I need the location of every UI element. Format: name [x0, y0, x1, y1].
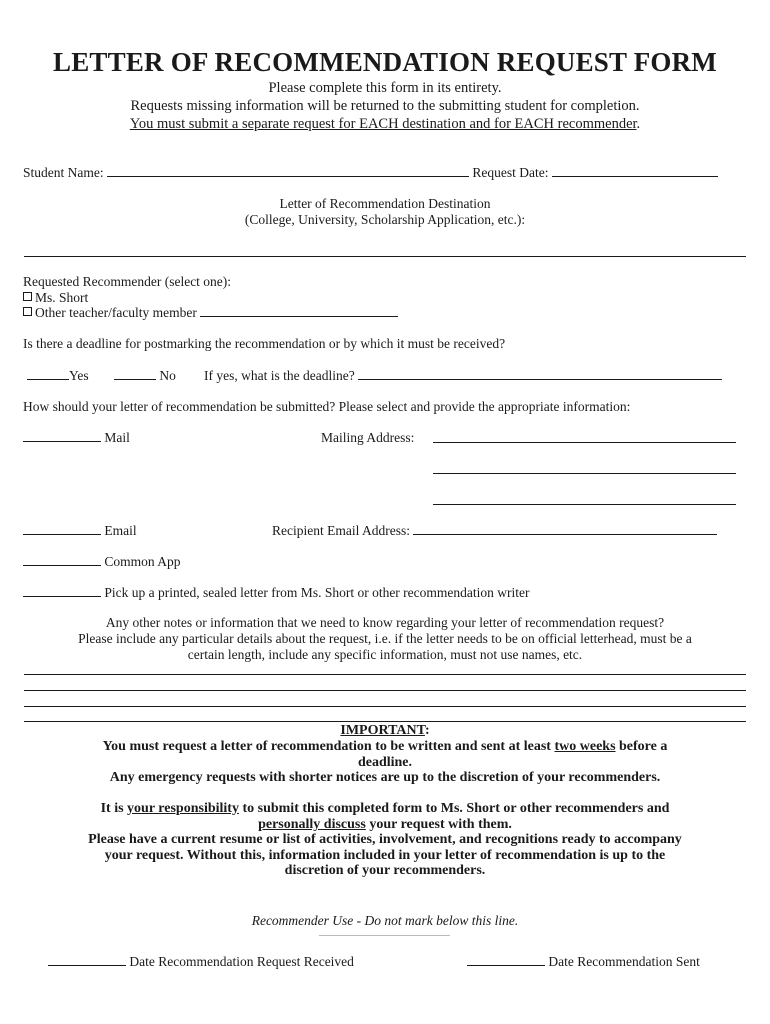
recommender-use-divider [319, 935, 450, 936]
deadline-date-field[interactable] [358, 367, 722, 380]
important-p2: Any emergency requests with shorter notices are up to the discretion of your recommenders. [109, 770, 661, 785]
request-received-row [48, 953, 354, 970]
mailing-address-line-1[interactable] [433, 442, 736, 443]
other-faculty-name-field[interactable] [200, 304, 398, 317]
common-app-option[interactable]: Common App [23, 553, 181, 570]
recommendation-sent-label: Date Recommendation Sent [548, 954, 700, 969]
recommender-label: Requested Recommender (select one): [23, 274, 232, 289]
other-faculty-label: Other teacher/faculty member [35, 305, 197, 320]
important-p5: your request. Without this, information included in your letter of recommendation is up to the [104, 848, 666, 863]
important-heading: IMPORTANT: [340, 723, 430, 738]
deadline-yes[interactable]: Yes [27, 367, 89, 384]
important-p1: You must request a letter of recommendation to be written and sent at least two weeks before a [102, 739, 668, 754]
mailing-address-label: Mailing Address: [321, 430, 415, 445]
student-name-label: Student Name: [23, 165, 104, 180]
pickup-blank[interactable] [23, 584, 101, 597]
deadline-no[interactable]: No [114, 367, 176, 384]
recommender-option-other[interactable] [23, 304, 398, 321]
notes-field-line-4[interactable] [24, 721, 746, 722]
deadline-no-blank[interactable] [114, 367, 156, 380]
instruction-line-3: You must submit a separate request for EACH destination and for EACH recommender. [129, 116, 641, 132]
checkbox-ms-short[interactable] [23, 292, 32, 301]
request-date-label: Request Date: [472, 165, 549, 180]
checkbox-other-faculty[interactable] [23, 307, 32, 316]
mail-blank[interactable] [23, 429, 101, 442]
notes-field-line-3[interactable] [24, 706, 746, 707]
responsibility-emphasis: your responsibility [127, 801, 239, 816]
request-date-field[interactable] [552, 164, 718, 177]
recipient-email-label: Recipient Email Address: [272, 523, 410, 538]
recipient-email-field[interactable] [413, 522, 717, 535]
important-p3: It is your responsibility to submit this completed form to Ms. Short or other recommenders and [100, 801, 670, 816]
notes-line-3: certain length, include any specific information, must not use names, etc. [187, 647, 583, 662]
deadline-question: Is there a deadline for postmarking the recommendation or by which it must be received? [23, 336, 506, 351]
recommendation-sent-row [467, 953, 700, 970]
mail-option[interactable]: Mail [23, 429, 130, 446]
ms-short-label: Ms. Short [35, 290, 89, 305]
destination-line-1: Letter of Recommendation Destination [279, 196, 491, 211]
pickup-option[interactable]: Pick up a printed, sealed letter from Ms. Short or other recommendation writer [23, 584, 530, 601]
request-received-field[interactable] [48, 953, 126, 966]
email-option[interactable]: Email [23, 522, 137, 539]
notes-line-2: Please include any particular details about the request, i.e. if the letter needs to be on official letterhead, must be a [78, 631, 692, 646]
deadline-date-row [204, 367, 722, 384]
deadline-date-label: If yes, what is the deadline? [204, 368, 355, 383]
instruction-line-2: Requests missing information will be returned to the submitting student for completion. [130, 98, 640, 114]
mailing-address-line-2[interactable] [433, 473, 736, 474]
two-weeks-emphasis: two weeks [554, 739, 616, 754]
recommender-use-note: Recommender Use - Do not mark below this line. [251, 913, 519, 928]
common-app-blank[interactable] [23, 553, 101, 566]
notes-line-1: Any other notes or information that we need to know regarding your letter of recommendation request? [105, 615, 665, 630]
recommendation-sent-field[interactable] [467, 953, 545, 966]
email-blank[interactable] [23, 522, 101, 535]
student-name-field[interactable] [107, 164, 469, 177]
destination-line-2: (College, University, Scholarship Application, etc.): [244, 212, 526, 227]
important-p3-cont: personally discuss your request with them. [258, 817, 512, 832]
personally-discuss-emphasis: personally discuss [258, 817, 366, 832]
important-p6: discretion of your recommenders. [284, 863, 486, 878]
mailing-address-line-3[interactable] [433, 504, 736, 505]
submission-question: How should your letter of recommendation be submitted? Please select and provide the appropriate information: [23, 399, 631, 414]
form-title: LETTER OF RECOMMENDATION REQUEST FORM [53, 47, 717, 77]
student-name-row [23, 164, 718, 181]
separate-request-note: You must submit a separate request for EACH destination and for EACH recommender [129, 116, 637, 132]
request-received-label: Date Recommendation Request Received [129, 954, 354, 969]
important-p1-cont: deadline. [357, 755, 413, 770]
recipient-email-row [272, 522, 717, 539]
notes-field-line-2[interactable] [24, 690, 746, 691]
destination-field[interactable] [24, 256, 746, 257]
deadline-yes-blank[interactable] [27, 367, 69, 380]
important-p4: Please have a current resume or list of activities, involvement, and recognitions ready to accompany [88, 832, 682, 847]
notes-field-line-1[interactable] [24, 674, 746, 675]
instruction-line-1: Please complete this form in its entirety. [268, 80, 502, 96]
